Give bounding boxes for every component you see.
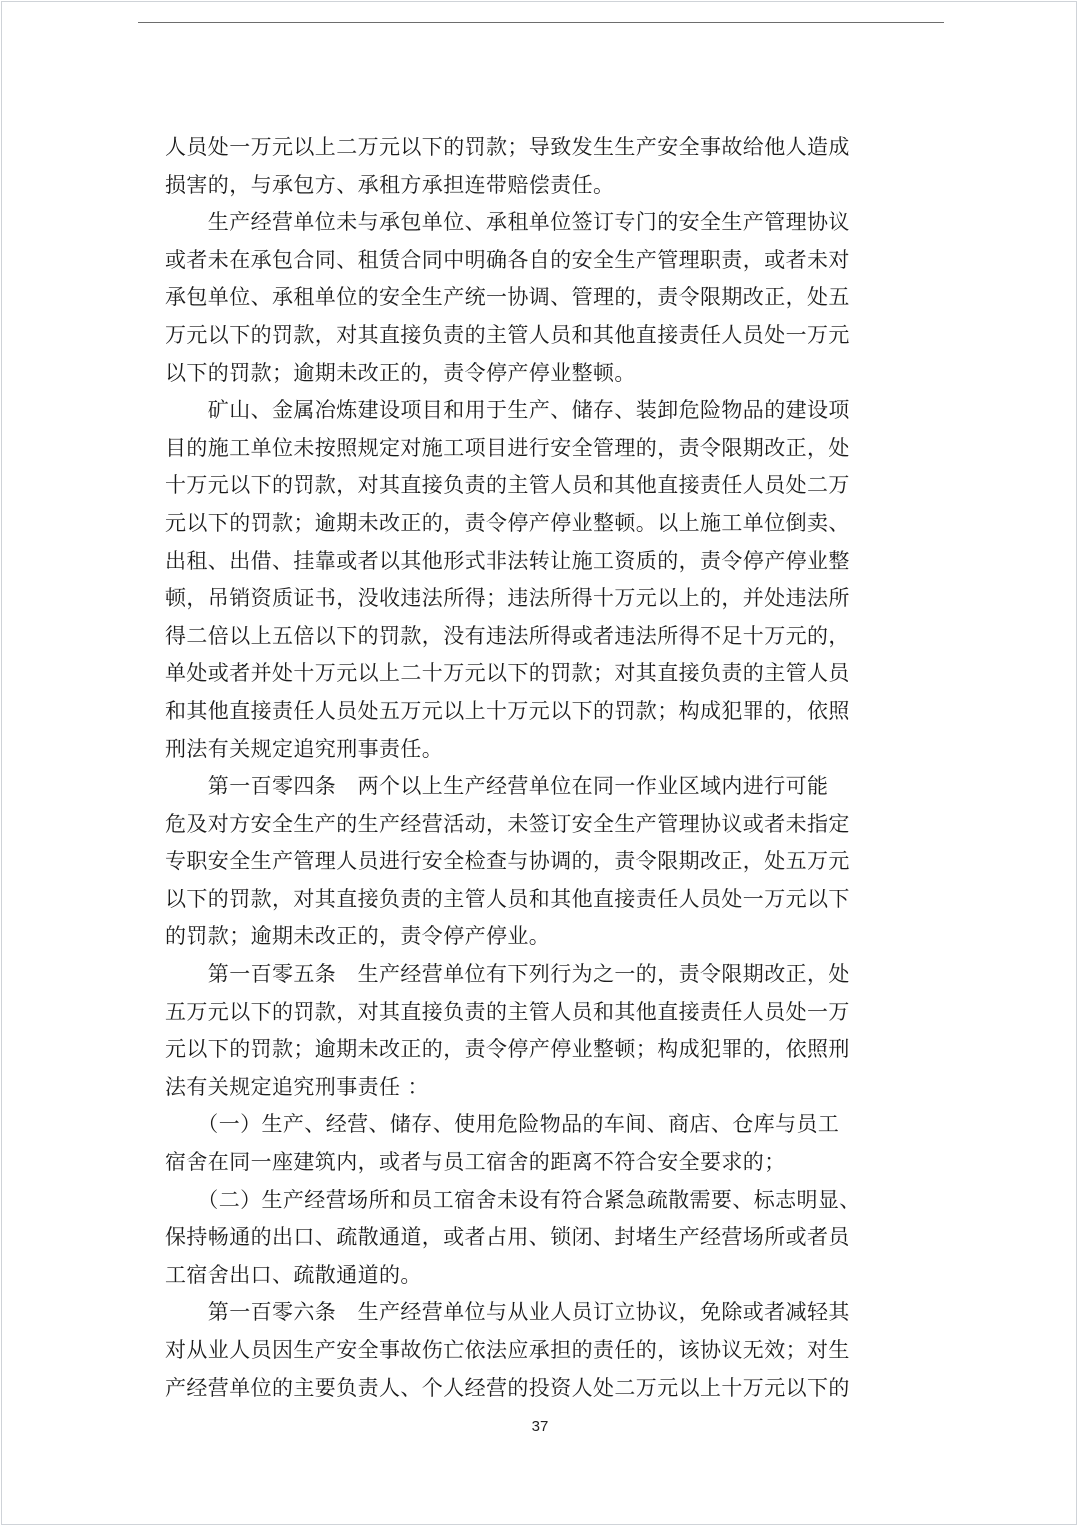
page-number: 37: [531, 1418, 549, 1435]
text-line: 万元以下的罚款，对其直接负责的主管人员和其他直接责任人员处一万元: [165, 322, 850, 347]
text-line: 保持畅通的出口、疏散通道，或者占用、锁闭、封堵生产经营场所或者员: [165, 1225, 850, 1250]
text-line: 出租、出借、挂靠或者以其他形式非法转让施工资质的，责令停产停业整: [165, 548, 850, 573]
text-line: 得二倍以上五倍以下的罚款，没有违法所得或者违法所得不足十万元的，: [165, 623, 850, 648]
text-line: （二）生产经营场所和员工宿舍未设有符合紧急疏散需要、标志明显、: [165, 1187, 861, 1212]
text-line: 对从业人员因生产安全事故伤亡依法应承担的责任的，该协议无效；对生: [165, 1338, 850, 1362]
text-line: 十万元以下的罚款，对其直接负责的主管人员和其他直接责任人员处二万: [165, 473, 850, 498]
text-line: 生产经营单位未与承包单位、承租单位签订专门的安全生产管理协议: [165, 210, 850, 235]
text-line: 法有关规定追究刑事责任 ：: [165, 1074, 429, 1099]
text-line: 工宿舍出口、疏散通道的。: [165, 1262, 422, 1287]
text-line: 目的施工单位未按照规定对施工项目进行安全管理的，责令限期改正，处: [165, 435, 850, 460]
text-line: 专职安全生产管理人员进行安全检查与协调的，责令限期改正，处五万元: [165, 849, 850, 874]
text-line: 元以下的罚款；逾期未改正的，责令停产停业整顿；构成犯罪的，依照刑: [165, 1037, 850, 1062]
text-line: 宿舍在同一座建筑内，或者与员工宿舍的距离不符合安全要求的；: [165, 1150, 786, 1175]
text-line: 和其他直接责任人员处五万元以上十万元以下的罚款；构成犯罪的，依照: [165, 698, 850, 723]
text-line: 的罚款；逾期未改正的，责令停产停业。: [165, 924, 551, 949]
text-line: 顿，吊销资质证书，没收违法所得；违法所得十万元以上的，并处违法所: [165, 586, 850, 611]
text-line: 第一百零六条 生产经营单位与从业人员订立协议，免除或者减轻其: [165, 1300, 850, 1325]
text-line: 或者未在承包合同、租赁合同中明确各自的安全生产管理职责，或者未对: [165, 247, 850, 272]
text-line: 承包单位、承租单位的安全生产统一协调、管理的，责令限期改正，处五: [165, 285, 850, 310]
text-line: 单处或者并处十万元以上二十万元以下的罚款；对其直接负责的主管人员: [165, 661, 850, 686]
text-line: 五万元以下的罚款，对其直接负责的主管人员和其他直接责任人员处一万: [165, 999, 850, 1024]
text-line: 以下的罚款；逾期未改正的，责令停产停业整顿。: [165, 360, 636, 385]
document-body: [165, 129, 865, 1407]
text-line: 人员处一万元以上二万元以下的罚款；导致发生生产安全事故给他人造成: [165, 135, 850, 159]
text-line: 第一百零四条 两个以上生产经营单位在同一作业区域内进行可能: [165, 774, 829, 799]
text-line: 危及对方安全生产的生产经营活动，未签订安全生产管理协议或者未指定: [165, 811, 850, 836]
text-line: 产经营单位的主要负责人、个人经营的投资人处二万元以上十万元以下的: [165, 1375, 850, 1400]
text-line: （一）生产、经营、储存、使用危险物品的车间、商店、仓库与员工: [165, 1112, 840, 1137]
header-rule: [138, 22, 944, 23]
text-line: 刑法有关规定追究刑事责任。: [165, 736, 444, 761]
text-line: 以下的罚款，对其直接负责的主管人员和其他直接责任人员处一万元以下: [165, 886, 850, 911]
text-line: 损害的，与承包方、承租方承担连带赔偿责任。: [165, 172, 615, 197]
text-line: 矿山、金属冶炼建设项目和用于生产、储存、装卸危险物品的建设项: [165, 398, 850, 423]
text-line: 第一百零五条 生产经营单位有下列行为之一的，责令限期改正，处: [165, 962, 850, 987]
text-line: 元以下的罚款；逾期未改正的，责令停产停业整顿。以上施工单位倒卖、: [165, 510, 850, 535]
